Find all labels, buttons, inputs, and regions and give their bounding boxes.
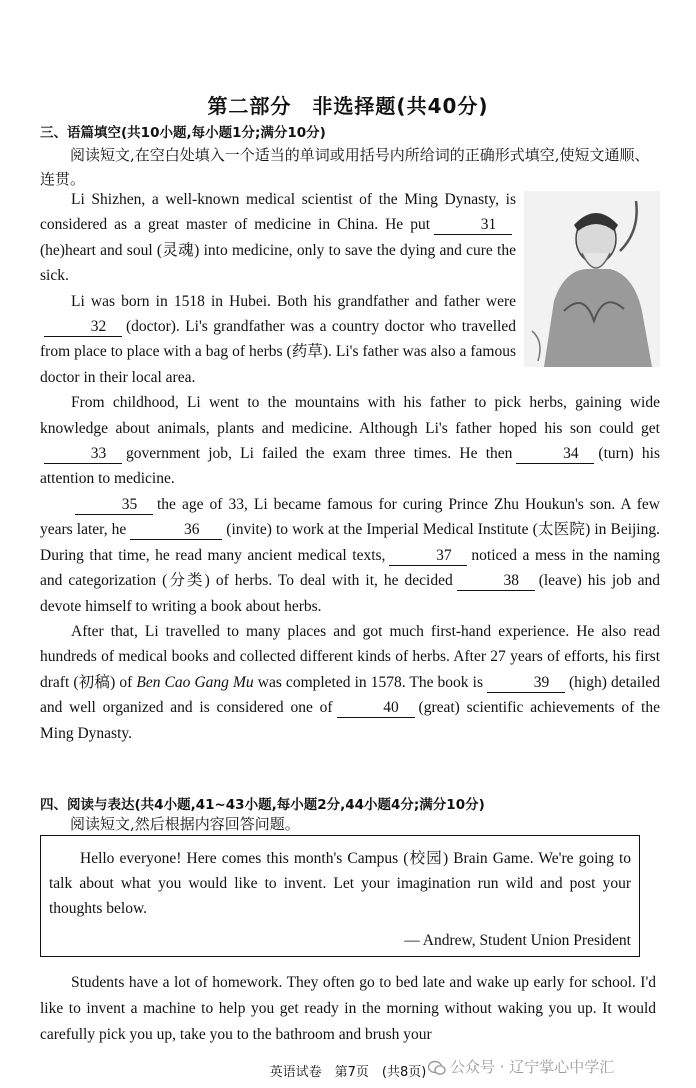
cloze-passage <box>40 187 660 746</box>
blank-31[interactable]: 31 <box>434 216 512 235</box>
blank-40[interactable]: 40 <box>337 699 415 718</box>
blank-32[interactable]: 32 <box>44 318 122 337</box>
paragraph-1: Li Shizhen, a well-known medical scientist of the Ming Dynasty, is considered as a great master of medicine in China. He put 31(he)heart and soul (灵魂) into medicine, only to save the dying and cure the sick. <box>40 191 516 285</box>
paragraph-5: After that, Li travelled to many places and got much first-hand experience. He also read hundreds of medical books and collected different kinds of herbs. After 27 years of efforts, his first draft (初稿) of Ben Cao Gang Mu was completed in 1578. The book is 39 (high) detailed and well organized and is considered one of 40 (great) scientific achievements of the Ming Dynasty. <box>40 622 661 742</box>
blank-36[interactable]: 36 <box>130 521 222 540</box>
blank-34[interactable]: 34 <box>516 445 594 464</box>
page-title: 第二部分 非选择题(共40分) <box>207 94 489 118</box>
student-response-text: Students have a lot of homework. They often go to bed late and wake up early for school. I'd like to invent a machine to help you get ready in the morning without waking you up. It would carefully pick you up, take you to the bathroom and brush your <box>40 974 656 1043</box>
section3-header: 三、语篇填空(共10小题,每小题1分;满分10分) <box>40 125 326 141</box>
section4-header: 四、阅读与表达(共4小题,41~43小题,每小题2分,44小题4分;满分10分) <box>40 797 485 813</box>
wechat-icon <box>428 1060 446 1076</box>
section3-instruction: 阅读短文,在空白处填入一个适当的单词或用括号内所给词的正确形式填空,使短文通顺、连贯。 <box>40 146 650 188</box>
section4-instruction: 阅读短文,然后根据内容回答问题。 <box>70 815 300 833</box>
book-title: Ben Cao Gang Mu <box>136 673 254 691</box>
notice-box <box>40 835 640 957</box>
notice-text: Hello everyone! Here comes this month's Campus (校园) Brain Game. We're going to talk about what you would like to invent. Let your imagination run wild and post your thoughts below. <box>49 850 631 917</box>
paragraph-3: From childhood, Li went to the mountains with his father to pick herbs, gaining wide knowledge about animals, plants and medicine. Although Li's father hoped his son could get33 government job, Li failed the exam three times. He then 34 (turn) his attention to medicine. <box>40 394 661 488</box>
blank-38[interactable]: 38 <box>457 572 535 591</box>
blank-33[interactable]: 33 <box>44 445 122 464</box>
watermark <box>428 1056 614 1077</box>
page-footer: 英语试卷 第7页 (共8页) <box>269 1065 427 1080</box>
blank-37[interactable]: 37 <box>389 547 467 566</box>
watermark-text: 公众号 · 辽宁掌心中学汇 <box>450 1058 615 1076</box>
notice-signature: — Andrew, Student Union President <box>404 932 631 949</box>
li-shizhen-illustration <box>524 191 660 367</box>
blank-39[interactable]: 39 <box>487 674 565 693</box>
blank-35[interactable]: 35 <box>75 496 153 515</box>
paragraph-2: Li was born in 1518 in Hubei. Both his grandfather and father were32 (doctor). Li's grandfather was a country doctor who travelled from place to place with a bag of herbs (药草). Li's father was also a famous doctor in their local area. <box>40 292 516 386</box>
paragraph-4: 35 the age of 33, Li became famous for curing Prince Zhu Houkun's son. A few years later, he 36 (invite) to work at the Imperial Medical Institute (太医院) in Beijing. During that time, he read many ancient medical texts, 37 noticed a mess in the naming and categorization (分类) of herbs. To deal with it, he decided 38 (leave) his job and devote himself to writing a book about herbs. <box>40 495 660 615</box>
